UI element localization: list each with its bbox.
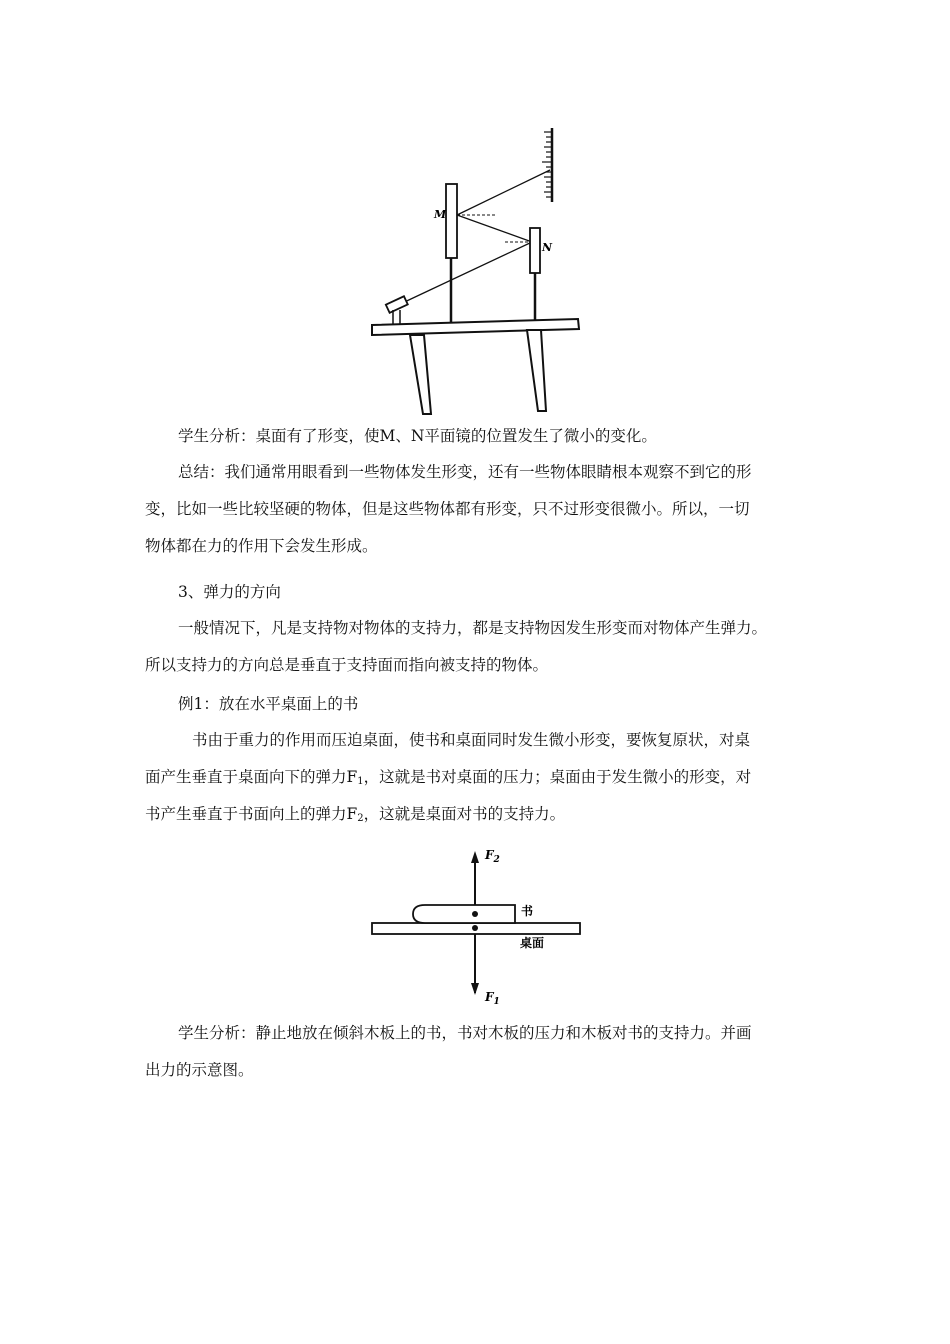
force-f2-label: $F_2$ (485, 848, 500, 865)
summary-line-2: 变，比如一些比较坚硬的物体，但是这些物体都有形变，只不过形变很微小。所以，一切 (145, 500, 750, 518)
example-line-3: 书产生垂直于书面向上的弹力$F_2$，这就是桌面对书的支持力。 (145, 805, 566, 824)
summary-line-3: 物体都在力的作用下会发生形成。 (145, 537, 378, 555)
example-paragraph (145, 723, 810, 832)
summary-paragraph (145, 455, 810, 564)
student-analysis-1: 学生分析：桌面有了形变，使M、N平面镜的位置发生了微小的变化。 (178, 427, 657, 445)
mirror-experiment-figure (360, 120, 590, 420)
example-line-1: 书由于重力的作用而压迫桌面，使书和桌面同时发生微小形变，要恢复原状，对桌 (192, 731, 751, 749)
summary-line-1: 总结：我们通常用眼看到一些物体发生形变，还有一些物体眼睛根本观察不到它的形 (178, 463, 752, 481)
direction-paragraph (145, 611, 810, 683)
analysis2-line-1: 学生分析：静止地放在倾斜木板上的书，书对木板的压力和木板对书的支持力。并画 (178, 1024, 752, 1042)
direction-line-1: 一般情况下，凡是支持物对物体的支持力，都是支持物因发生形变而对物体产生弹力。 (178, 619, 768, 637)
example-line-2: 面产生垂直于桌面向下的弹力$F_1$，这就是书对桌面的压力；桌面由于发生微小的形变，对 (145, 768, 752, 787)
book-table-force-figure (365, 845, 595, 1005)
section-heading: 3、弹力的方向 (178, 583, 281, 601)
direction-line-2: 所以支持力的方向总是垂直于支持面而指向被支持的物体。 (145, 656, 549, 674)
mirror-m-label: M (434, 208, 447, 221)
student-analysis-2 (145, 1016, 810, 1088)
mirror-n-label: N (542, 241, 553, 254)
analysis2-line-2: 出力的示意图。 (145, 1061, 254, 1079)
table-label: 桌面 (520, 936, 545, 950)
book-label: 书 (521, 904, 534, 918)
force-f1-label: $F_1$ (485, 990, 500, 1007)
example-heading: 例1：放在水平桌面上的书 (178, 695, 359, 713)
